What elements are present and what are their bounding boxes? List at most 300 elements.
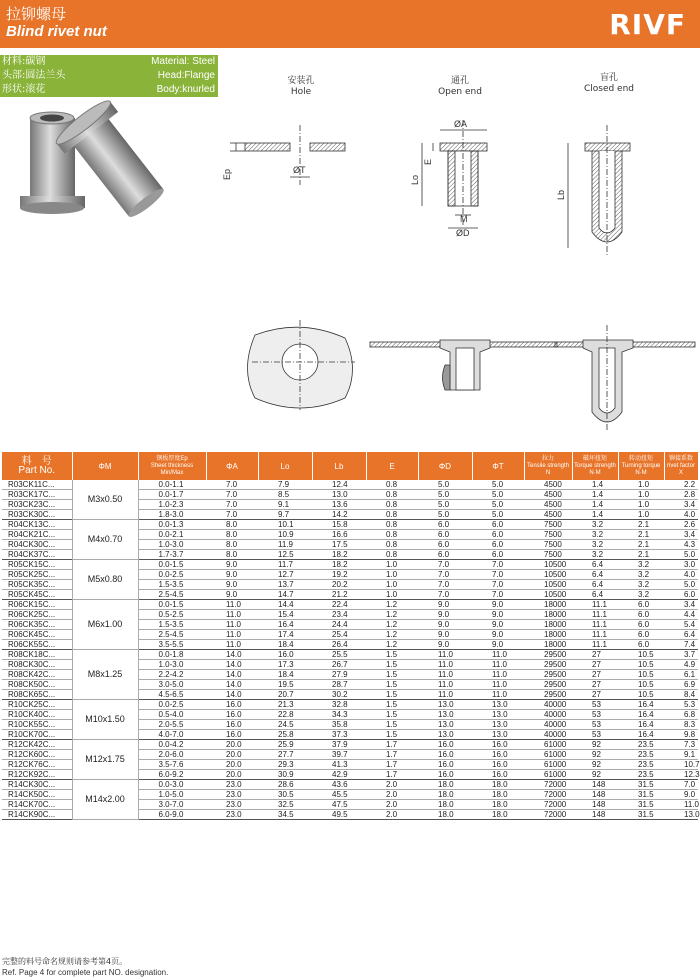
column-header: 破坏扭矩 Torque strength N·M [572,452,618,480]
table-cell: 0.0-1.1 [138,480,206,490]
table-cell: 9.0 [472,620,524,630]
table-cell: 2.1 [618,550,664,560]
table-cell: 29500 [524,660,572,670]
table-cell: 1.7 [366,750,418,760]
table-cell: 6.4 [572,560,618,570]
table-cell: 3.4 [664,500,698,510]
table-cell: 23.5 [618,740,664,750]
table-cell: 18.0 [418,810,472,820]
table-cell: 61000 [524,770,572,780]
table-cell: 6.0 [418,540,472,550]
table-cell: 11.0 [206,600,258,610]
table-cell: 13.0 [418,710,472,720]
table-cell: 20.0 [206,740,258,750]
dim-ep: Ep [222,168,232,180]
table-cell: 25.5 [312,650,366,660]
table-cell: 19.2 [312,570,366,580]
table-cell: 15.4 [258,610,312,620]
hole-drawing [230,125,345,185]
part-number: R12CK76C... [2,760,72,770]
table-cell: 3.5-5.5 [138,640,206,650]
table-cell: 43.6 [312,780,366,790]
table-cell: 0.0-2.5 [138,570,206,580]
table-cell: 7.3 [664,740,698,750]
table-cell: 25.4 [312,630,366,640]
table-cell: 11.0 [418,650,472,660]
table-cell: 13.0 [418,730,472,740]
thread-size: M14x2.00 [72,780,138,820]
table-cell: 22.8 [258,710,312,720]
table-cell: 18.4 [258,640,312,650]
table-cell: 40000 [524,710,572,720]
table-cell: 1.0 [618,510,664,520]
part-number: R04CK30C... [2,540,72,550]
table-cell: 18.0 [472,800,524,810]
table-cell: 40000 [524,730,572,740]
table-cell: 22.4 [312,600,366,610]
table-cell: 1.2 [366,640,418,650]
table-cell: 10500 [524,560,572,570]
table-cell: 10.5 [618,660,664,670]
table-cell: 1.5 [366,710,418,720]
table-cell: 7.4 [664,640,698,650]
table-cell: 5.3 [664,700,698,710]
table-cell: 0.8 [366,520,418,530]
specification-table [2,452,699,820]
table-cell: 1.2 [366,600,418,610]
table-cell: 11.1 [572,640,618,650]
table-cell: 31.5 [618,780,664,790]
table-cell: 45.5 [312,790,366,800]
installed-closed-end [555,325,695,430]
table-cell: 6.0 [664,590,698,600]
table-cell: 9.0 [418,640,472,650]
table-cell: 6.0 [618,630,664,640]
table-cell: 3.0 [664,560,698,570]
table-cell: 9.0 [206,590,258,600]
table-cell: 23.5 [618,750,664,760]
part-number: R10CK40C... [2,710,72,720]
table-cell: 8.3 [664,720,698,730]
table-cell: 9.0 [472,600,524,610]
dim-e: E [423,158,433,165]
table-cell: 1.5-3.5 [138,580,206,590]
table-cell: 6.0 [618,620,664,630]
table-cell: 27 [572,650,618,660]
table-cell: 31.5 [618,810,664,820]
table-cell: 9.0 [206,570,258,580]
part-number: R14CK90C... [2,810,72,820]
caption-hole: 安装孔 Hole [287,76,315,97]
table-cell: 16.0 [418,740,472,750]
part-number: R06CK55C... [2,640,72,650]
table-cell: 11.0 [418,690,472,700]
table-cell: 8.0 [206,540,258,550]
table-cell: 3.2 [572,550,618,560]
table-cell: 40000 [524,700,572,710]
table-cell: 5.0 [472,480,524,490]
table-cell: 11.0 [206,630,258,640]
table-cell: 18.2 [312,550,366,560]
table-cell: 17.5 [312,540,366,550]
table-row [2,650,698,660]
table-cell: 7.9 [258,480,312,490]
table-cell: 20.7 [258,690,312,700]
table-cell: 0.5-2.5 [138,610,206,620]
table-cell: 28.6 [258,780,312,790]
table-cell: 39.7 [312,750,366,760]
table-cell: 7500 [524,540,572,550]
table-cell: 25.8 [258,730,312,740]
table-cell: 6.0 [418,520,472,530]
table-cell: 16.0 [472,750,524,760]
table-cell: 27.7 [258,750,312,760]
table-cell: 8.5 [258,490,312,500]
table-cell: 148 [572,810,618,820]
part-number: R08CK65C... [2,690,72,700]
table-cell: 14.0 [206,660,258,670]
table-cell: 27 [572,660,618,670]
part-number: R05CK25C... [2,570,72,580]
part-number: R03CK11C... [2,480,72,490]
part-number: R03CK23C... [2,500,72,510]
table-cell: 14.0 [206,650,258,660]
table-cell: 11.1 [572,600,618,610]
table-cell: 5.0 [418,490,472,500]
table-cell: 11.0 [206,610,258,620]
table-cell: 72000 [524,780,572,790]
table-cell: 5.0 [472,490,524,500]
table-cell: 6.4 [572,570,618,580]
table-cell: 40000 [524,720,572,730]
table-cell: 72000 [524,790,572,800]
table-cell: 18000 [524,610,572,620]
table-cell: 18.0 [418,780,472,790]
table-cell: 92 [572,760,618,770]
table-cell: 3.2 [618,580,664,590]
part-number: R05CK15C... [2,560,72,570]
table-cell: 92 [572,740,618,750]
table-cell: 16.4 [618,730,664,740]
table-cell: 16.0 [206,700,258,710]
table-cell: 20.0 [206,770,258,780]
table-cell: 18000 [524,620,572,630]
part-number: R04CK21C... [2,530,72,540]
table-cell: 31.5 [618,800,664,810]
table-cell: 1.0-5.0 [138,790,206,800]
table-cell: 14.0 [206,680,258,690]
table-cell: 4.0 [664,570,698,580]
table-cell: 7.0 [206,480,258,490]
table-cell: 2.1 [618,530,664,540]
table-cell: 11.0 [418,670,472,680]
table-cell: 1.0 [366,590,418,600]
table-cell: 9.0 [664,790,698,800]
table-cell: 9.7 [258,510,312,520]
column-header: 转动扭矩 Turning torque N·M [618,452,664,480]
table-cell: 9.0 [418,600,472,610]
table-cell: 2.0-5.5 [138,720,206,730]
table-cell: 3.2 [618,560,664,570]
table-cell: 6.0 [418,530,472,540]
table-cell: 34.3 [312,710,366,720]
table-cell: 5.0 [418,480,472,490]
table-cell: 3.4 [664,530,698,540]
table-cell: 13.0 [472,730,524,740]
table-cell: 7.0 [206,490,258,500]
column-header: Lo [258,452,312,480]
table-cell: 42.9 [312,770,366,780]
table-cell: 18.0 [472,810,524,820]
table-cell: 12.3 [664,770,698,780]
table-cell: 11.9 [258,540,312,550]
table-cell: 32.8 [312,700,366,710]
table-row [2,740,698,750]
table-cell: 1.0 [366,570,418,580]
table-row [2,560,698,570]
part-number: R03CK30C... [2,510,72,520]
column-header: E [366,452,418,480]
part-number: R06CK35C... [2,620,72,630]
table-cell: 16.0 [206,710,258,720]
table-cell: 1.5 [366,680,418,690]
table-cell: 0.8 [366,490,418,500]
closed-end-drawing [568,125,630,255]
table-cell: 30.5 [258,790,312,800]
table-cell: 11.1 [572,610,618,620]
table-cell: 1.5 [366,650,418,660]
table-cell: 2.1 [618,520,664,530]
table-cell: 30.9 [258,770,312,780]
thread-size: M5x0.80 [72,560,138,600]
footnote-cn: 完整的料号命名规则请参考第4页。 [2,957,128,966]
part-number: R14CK70C... [2,800,72,810]
table-cell: 53 [572,730,618,740]
table-cell: 7.0 [472,590,524,600]
table-cell: 0.0-1.8 [138,650,206,660]
table-cell: 29500 [524,650,572,660]
table-cell: 1.0-3.0 [138,660,206,670]
column-header: 铆接系数 rivet factor X [664,452,698,480]
table-cell: 7500 [524,530,572,540]
table-cell: 4.0-7.0 [138,730,206,740]
open-end-drawing [422,120,487,228]
part-number: R06CK45C... [2,630,72,640]
table-cell: 0.0-2.1 [138,530,206,540]
part-number: R10CK70C... [2,730,72,740]
table-cell: 0.8 [366,500,418,510]
table-cell: 23.4 [312,610,366,620]
table-cell: 11.0 [472,650,524,660]
table-cell: 2.2-4.2 [138,670,206,680]
table-cell: 1.4 [572,480,618,490]
table-cell: 13.6 [312,500,366,510]
table-cell: 6.0 [618,640,664,650]
table-cell: 11.1 [572,630,618,640]
table-cell: 1.2 [366,620,418,630]
table-cell: 29500 [524,690,572,700]
table-cell: 8.0 [206,520,258,530]
table-cell: 9.0 [472,640,524,650]
table-cell: 7.0 [472,580,524,590]
table-cell: 18.0 [472,790,524,800]
table-cell: 16.6 [312,530,366,540]
table-cell: 13.7 [258,580,312,590]
table-cell: 14.7 [258,590,312,600]
table-cell: 6.0-9.2 [138,770,206,780]
table-cell: 9.0 [418,620,472,630]
table-cell: 18.0 [418,800,472,810]
table-cell: 5.0 [472,500,524,510]
table-cell: 14.0 [206,670,258,680]
table-cell: 7.0 [472,560,524,570]
table-cell: 29500 [524,680,572,690]
table-cell: 5.0 [664,550,698,560]
table-cell: 16.4 [618,700,664,710]
table-cell: 4500 [524,510,572,520]
column-header: ΦM [72,452,138,480]
part-number: R06CK15C... [2,600,72,610]
table-cell: 6.8 [664,710,698,720]
table-cell: 72000 [524,810,572,820]
table-cell: 16.0 [418,750,472,760]
table-cell: 7.0 [472,570,524,580]
table-cell: 6.0 [472,550,524,560]
table-cell: 4.3 [664,540,698,550]
table-cell: 4500 [524,500,572,510]
table-cell: 13.0 [418,700,472,710]
dim-lb: Lb [556,189,566,200]
thread-size: M3x0.50 [72,480,138,520]
table-cell: 1.0 [618,480,664,490]
table-cell: 11.0 [472,660,524,670]
table-cell: 1.2 [366,630,418,640]
table-cell: 1.0 [618,500,664,510]
dim-t: ØT [293,165,306,175]
table-cell: 6.1 [664,670,698,680]
table-cell: 0.0-1.7 [138,490,206,500]
table-cell: 14.4 [258,600,312,610]
table-cell: 23.5 [618,770,664,780]
table-cell: 18000 [524,630,572,640]
table-cell: 23.0 [206,790,258,800]
table-cell: 3.2 [618,590,664,600]
table-cell: 1.4 [572,500,618,510]
table-cell: 6.0 [618,610,664,620]
table-cell: 53 [572,710,618,720]
table-cell: 1.4 [572,510,618,520]
table-cell: 10.5 [618,690,664,700]
part-number: R10CK25C... [2,700,72,710]
table-cell: 0.0-1.5 [138,600,206,610]
table-cell: 18.2 [312,560,366,570]
table-cell: 2.2 [664,480,698,490]
table-cell: 26.4 [312,640,366,650]
table-cell: 0.8 [366,550,418,560]
table-cell: 2.0 [366,790,418,800]
table-cell: 1.0 [366,560,418,570]
table-cell: 29.3 [258,760,312,770]
part-number: R10CK55C... [2,720,72,730]
table-cell: 61000 [524,760,572,770]
table-cell: 20.0 [206,760,258,770]
table-cell: 16.0 [418,760,472,770]
table-cell: 17.4 [258,630,312,640]
table-cell: 47.5 [312,800,366,810]
table-cell: 3.2 [618,570,664,580]
table-cell: 11.1 [572,620,618,630]
table-cell: 1.5 [366,670,418,680]
table-cell: 0.0-1.5 [138,560,206,570]
plate-hole-drawing [248,320,356,410]
table-cell: 4500 [524,480,572,490]
table-cell: 19.5 [258,680,312,690]
table-cell: 6.4 [572,580,618,590]
table-cell: 7.0 [418,590,472,600]
table-cell: 9.1 [664,750,698,760]
dim-m: M [460,214,468,224]
table-cell: 3.2 [572,530,618,540]
table-cell: 35.8 [312,720,366,730]
table-cell: 72000 [524,800,572,810]
table-cell: 11.0 [472,690,524,700]
part-number: R14CK50C... [2,790,72,800]
table-cell: 6.9 [664,680,698,690]
dim-lo: Lo [410,174,420,185]
table-cell: 3.4 [664,600,698,610]
table-cell: 3.2 [572,520,618,530]
table-cell: 0.8 [366,530,418,540]
table-cell: 2.5-4.5 [138,590,206,600]
table-cell: 0.8 [366,480,418,490]
table-cell: 0.0-1.3 [138,520,206,530]
table-cell: 13.0 [472,710,524,720]
table-cell: 1.0 [366,580,418,590]
table-cell: 37.3 [312,730,366,740]
table-cell: 49.5 [312,810,366,820]
table-cell: 9.0 [206,560,258,570]
table-cell: 1.7 [366,740,418,750]
table-cell: 13.0 [312,490,366,500]
table-cell: 61000 [524,750,572,760]
table-cell: 10.1 [258,520,312,530]
table-cell: 3.0-5.0 [138,680,206,690]
table-cell: 21.2 [312,590,366,600]
table-cell: 20.0 [206,750,258,760]
table-row [2,700,698,710]
table-cell: 61000 [524,740,572,750]
spec-body: 形状:滚花 Body:knurled [2,84,215,95]
table-cell: 23.5 [618,760,664,770]
part-number: R08CK30C... [2,660,72,670]
table-cell: 24.5 [258,720,312,730]
table-cell: 11.7 [258,560,312,570]
part-number: R04CK37C... [2,550,72,560]
table-cell: 16.4 [618,720,664,730]
thread-size: M12x1.75 [72,740,138,780]
table-row [2,520,698,530]
part-number: R12CK60C... [2,750,72,760]
table-cell: 27 [572,680,618,690]
table-cell: 12.5 [258,550,312,560]
technical-drawings [0,0,700,450]
table-cell: 10.7 [664,760,698,770]
table-cell: 11.0 [206,640,258,650]
table-cell: 16.0 [418,770,472,780]
table-cell: 6.0 [472,530,524,540]
table-cell: 1.5 [366,730,418,740]
table-cell: 23.0 [206,780,258,790]
